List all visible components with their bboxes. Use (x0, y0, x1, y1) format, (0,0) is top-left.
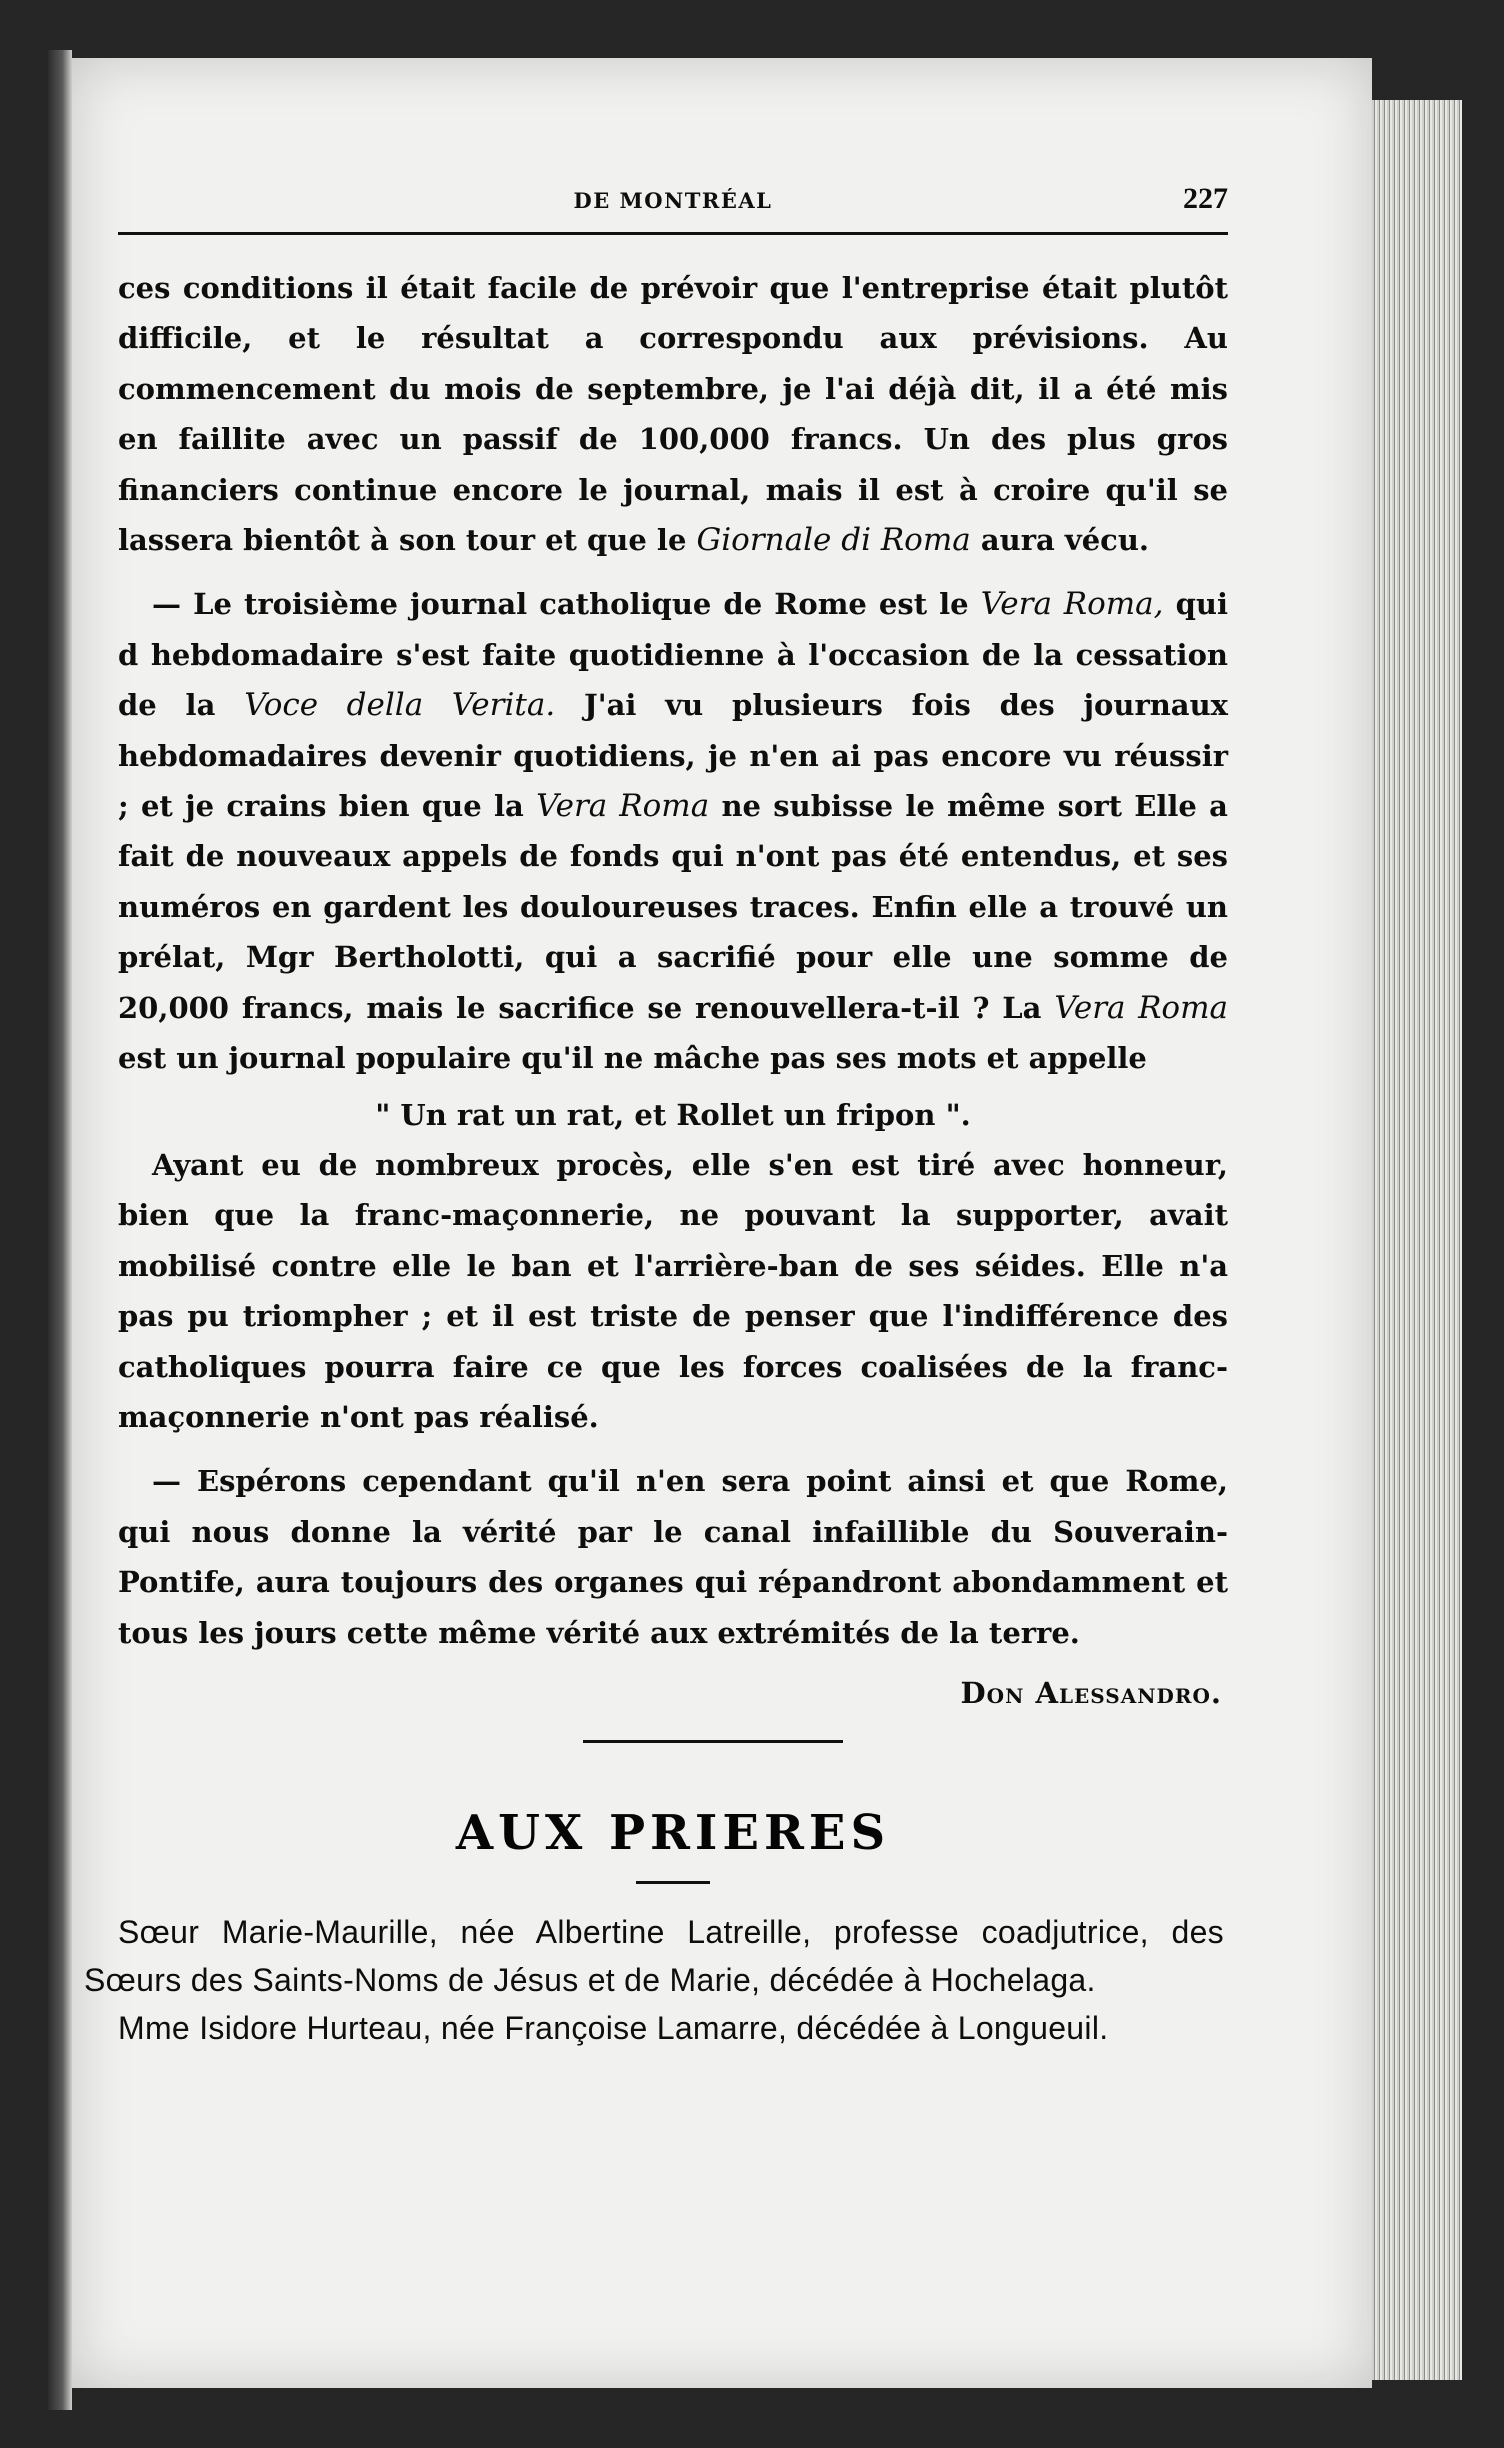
paragraph-2-d: ne subisse le même sort Elle a fait de nouveaux appels de fonds qui n'ont pas été entendus, et ses numéros en gardent les douloureuses traces. Enfin elle a trouvé un prélat, Mgr Bertholotti, qui a sacrifié pour elle une somme de 20,000 francs, mais le sacrifice se renouvellera-t-il ? La (118, 789, 1228, 1025)
paragraph-4: — Espérons cependant qu'il n'en sera point ainsi et que Rome, qui nous donne la vérité par le canal infaillible du Souverain-Pontife, aura toujours des organes qui répandront abondamment et tous les jours cette même vérité aux extrémités de la terre. (118, 1464, 1228, 1650)
newspaper-title: Vera Roma, (980, 586, 1164, 623)
prayer-list (84, 1908, 1224, 2052)
newspaper-title: Vera Roma (536, 788, 710, 825)
separator-rule (583, 1740, 843, 1743)
prayer-entry: Mme Isidore Hurteau, née Françoise Lamarre, décédée à Longueuil. (118, 2010, 1109, 2047)
page-content (84, 170, 1228, 2052)
paragraph-2-e: est un journal populaire qu'il ne mâche pas ses mots et appelle (118, 1041, 1147, 1076)
quotation: " Un rat un rat, et Rollet un fripon ". (375, 1097, 971, 1132)
paragraph-2-c: J'ai vu plusieurs fois des journaux hebdomadaires devenir quotidiens, je n'en ai pas encore vu réussir ; et je crains bien que la (118, 688, 1228, 824)
paragraph-2-a: — Le troisième journal catholique de Rome est le (152, 587, 969, 622)
newspaper-title: Vera Roma (1054, 989, 1228, 1026)
article-body (118, 263, 1228, 1718)
paragraph-2 (118, 579, 1228, 1083)
separator-rule (636, 1881, 710, 1884)
paragraph-2-b: qui d hebdomadaire s'est faite quotidienne à l'occasion de la cessation de la (118, 587, 1228, 723)
newspaper-title: Giornale di Roma (696, 522, 971, 559)
paragraph-1-text: ces conditions il était facile de prévoir que l'entreprise était plutôt difficile, et le résultat a correspondu aux prévisions. Au commencement du mois de septembre, je l'ai déjà dit, il a été mis en faillite avec un passif de 100,000 francs. Un des plus gros financiers continue encore le journal, mais il est à croire qu'il se lassera bientôt à son tour et que le (118, 271, 1228, 558)
page-number: 227 (1183, 182, 1228, 215)
paragraph-1-end: aura vécu. (980, 523, 1150, 558)
page-edges (1372, 100, 1462, 2380)
running-title: DE MONTRÉAL (573, 188, 773, 213)
paragraph-1 (118, 263, 1228, 565)
paragraph-3: Ayant eu de nombreux procès, elle s'en est tiré avec honneur, bien que la franc-maçonnerie, ne pouvant la supporter, avait mobilisé contre elle le ban et l'arrière-ban de ses séides. Elle n'a pas pu triompher ; et il est triste de penser que l'indifférence des catholiques pourra faire ce que les forces coalisées de la franc-maçonnerie n'ont pas réalisé. (118, 1147, 1228, 1434)
section-title: AUX PRIERES (455, 1805, 891, 1862)
book-spine (48, 50, 72, 2410)
prayer-entry: Sœur Marie-Maurille, née Albertine Latreille, professe coadjutrice, des Sœurs des Saints-Noms de Jésus et de Marie, décédée à Hochelaga. (84, 1914, 1224, 1999)
author-signature: Don Alessandro. (960, 1675, 1222, 1710)
page-header (118, 170, 1228, 235)
newspaper-title: Voce della Verita. (244, 687, 556, 724)
